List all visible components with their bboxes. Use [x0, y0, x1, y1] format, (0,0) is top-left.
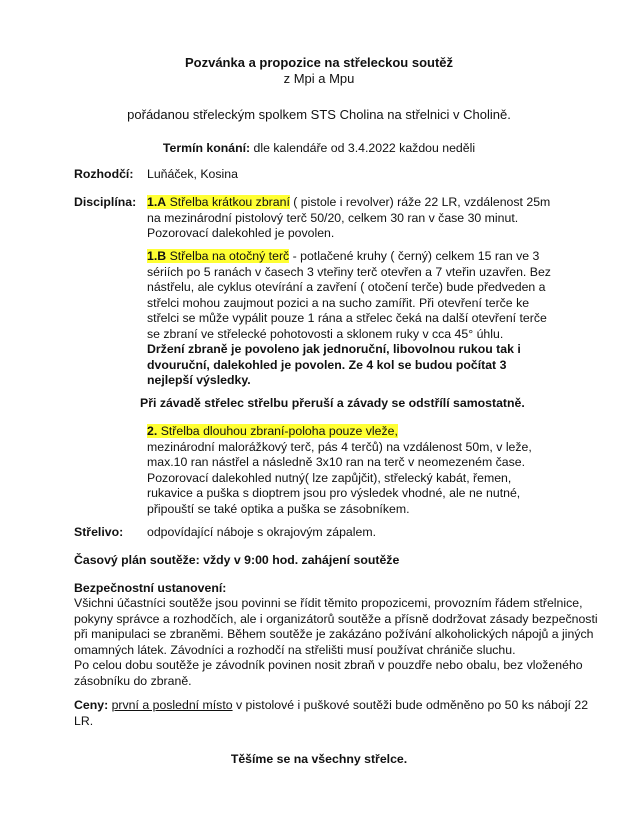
discipline-2-line: Pozorovací dalekohled nutný( lze zapůjčit), střelecký kabát, řemen,	[147, 470, 512, 485]
ammo-label: Střelivo:	[74, 525, 124, 539]
safety-line: pokyny správce a rozhodčích, ale i organizátorů soutěže a přísně dodržovat zásady bezpečnosti	[74, 611, 598, 626]
discipline-1b-bold-line: dvouruční, dalekohled je povolen. Ze 4 kol se budou počítat 3	[147, 357, 507, 372]
discipline-2-number: 2.	[147, 424, 158, 438]
document-title: Pozvánka a propozice na střeleckou soutěž	[184, 55, 454, 70]
closing-line: Těšíme se na všechny střelce.	[230, 752, 408, 766]
prizes	[74, 698, 588, 729]
referees-label: Rozhodčí:	[74, 167, 134, 181]
safety-line: při manipulaci se zbraněmi. Během soutěže je zakázáno požívání alkoholických nápojů a jiných	[74, 627, 594, 641]
safety-line: zásobníku do zbraně.	[74, 673, 192, 688]
discipline-label: Disciplína:	[74, 195, 137, 209]
prizes-line2: LR.	[74, 713, 94, 728]
discipline-2-name: Střelba dlouhou zbraní-poloha pouze vleže,	[160, 424, 398, 438]
prizes-underlined: první a poslední místo	[111, 698, 233, 712]
discipline-1b-rest: - potlačené kruhy ( černý) celkem 15 ran ve 3	[289, 249, 540, 263]
date-label: Termín konání:	[162, 141, 251, 155]
discipline-2-line: rukavice a puška s dioptrem jsou pro výsledek vhodné, ale ne nutné,	[147, 486, 521, 500]
discipline-1a-line: Pozorovací dalekohled je povolen.	[147, 226, 335, 240]
discipline-2	[147, 424, 532, 517]
discipline-1a-highlight	[147, 195, 290, 209]
discipline-1b-line: sériích po 5 ranách v časech 3 vteřiny terč otevřen a 7 vteřin uzavřen. Bez	[147, 264, 551, 279]
schedule: Časový plán soutěže: vždy v 9:00 hod. zahájení soutěže	[74, 553, 400, 567]
discipline-2-line: mezinárodní malorážkový terč, pás 4 terčů) na vzdálenost 50m, v leže,	[147, 439, 532, 454]
prizes-label: Ceny:	[74, 698, 109, 712]
safety-text	[74, 596, 610, 689]
discipline-1a-rest: ( pistole i revolver) ráže 22 LR, vzdálenost 25m	[289, 195, 551, 209]
ammo-value: odpovídající náboje s okrajovým zápalem.	[147, 525, 376, 539]
discipline-1b-line: se zbraní ve střelecké pohotovosti a sklonem ruky v cca 45° úhlu.	[147, 326, 504, 341]
document-subtitle: z Mpi a Mpu	[283, 71, 355, 86]
discipline-2-highlight	[147, 424, 398, 438]
safety-line: omamných látek. Závodníci a rozhodčí na střelišti musí používat chrániče sluchu.	[74, 642, 516, 657]
referees-value: Luňáček, Kosina	[147, 167, 238, 181]
discipline-1a-line: na mezinárodní pistolový terč 50/20, celkem 30 ran v čase 30 minut.	[147, 210, 519, 225]
discipline-2-line: připouští se také optika a puška se zásobníkem.	[147, 501, 410, 516]
discipline-2-line: max.10 ran nástřel a následně 3x10 ran na terč v neomezeném čase.	[147, 455, 526, 469]
discipline-1b-highlight	[147, 249, 289, 263]
discipline-1b-name: Střelba na otočný terč	[169, 249, 290, 263]
organizer-line: pořádanou střeleckým spolkem STS Cholina na střelnici v Cholině.	[127, 107, 511, 122]
prizes-rest: v pistolové i puškové soutěži bude odměněno po 50 ks nábojí 22	[232, 698, 589, 712]
discipline-1b	[147, 249, 551, 389]
event-date	[0, 141, 638, 157]
discipline-1b-bold-line: Držení zbraně je povoleno jak jednoruční, libovolnou rukou tak i	[147, 342, 521, 356]
safety-line: Všichni účastníci soutěže jsou povinni se řídit těmito propozicemi, provozním řádem střelnice,	[74, 596, 583, 610]
malfunction-note: Při závadě střelec střelbu přeruší a závady se odstřílí samostatně.	[140, 396, 525, 410]
discipline-1a-name: Střelba krátkou zbraní	[169, 195, 290, 209]
discipline-1b-bold-line: nejlepší výsledky.	[147, 373, 251, 387]
discipline-1b-line: střelci mohou zaujmout pozici a na sucho zamířit. Při otevření terče ke	[147, 295, 530, 310]
discipline-1b-line: nástřelu, ale cyklus otevírání a zavření ( otočení terče) bude předveden a	[147, 280, 546, 294]
date-value: dle kalendáře od 3.4.2022 každou neděli	[250, 141, 476, 155]
safety-line: Po celou dobu soutěže je závodník povinen nosit zbraň v pouzdře nebo obalu, bez vloženého	[74, 658, 583, 672]
discipline-1a-number: 1.A	[147, 195, 167, 209]
safety-heading: Bezpečnostní ustanovení:	[74, 581, 227, 595]
discipline-1b-line: střelci se může vypálit pouze 1 rána a střelec čeká na další otevření terče	[147, 311, 547, 325]
discipline-1a	[147, 195, 550, 242]
discipline-1b-number: 1.B	[147, 249, 167, 263]
